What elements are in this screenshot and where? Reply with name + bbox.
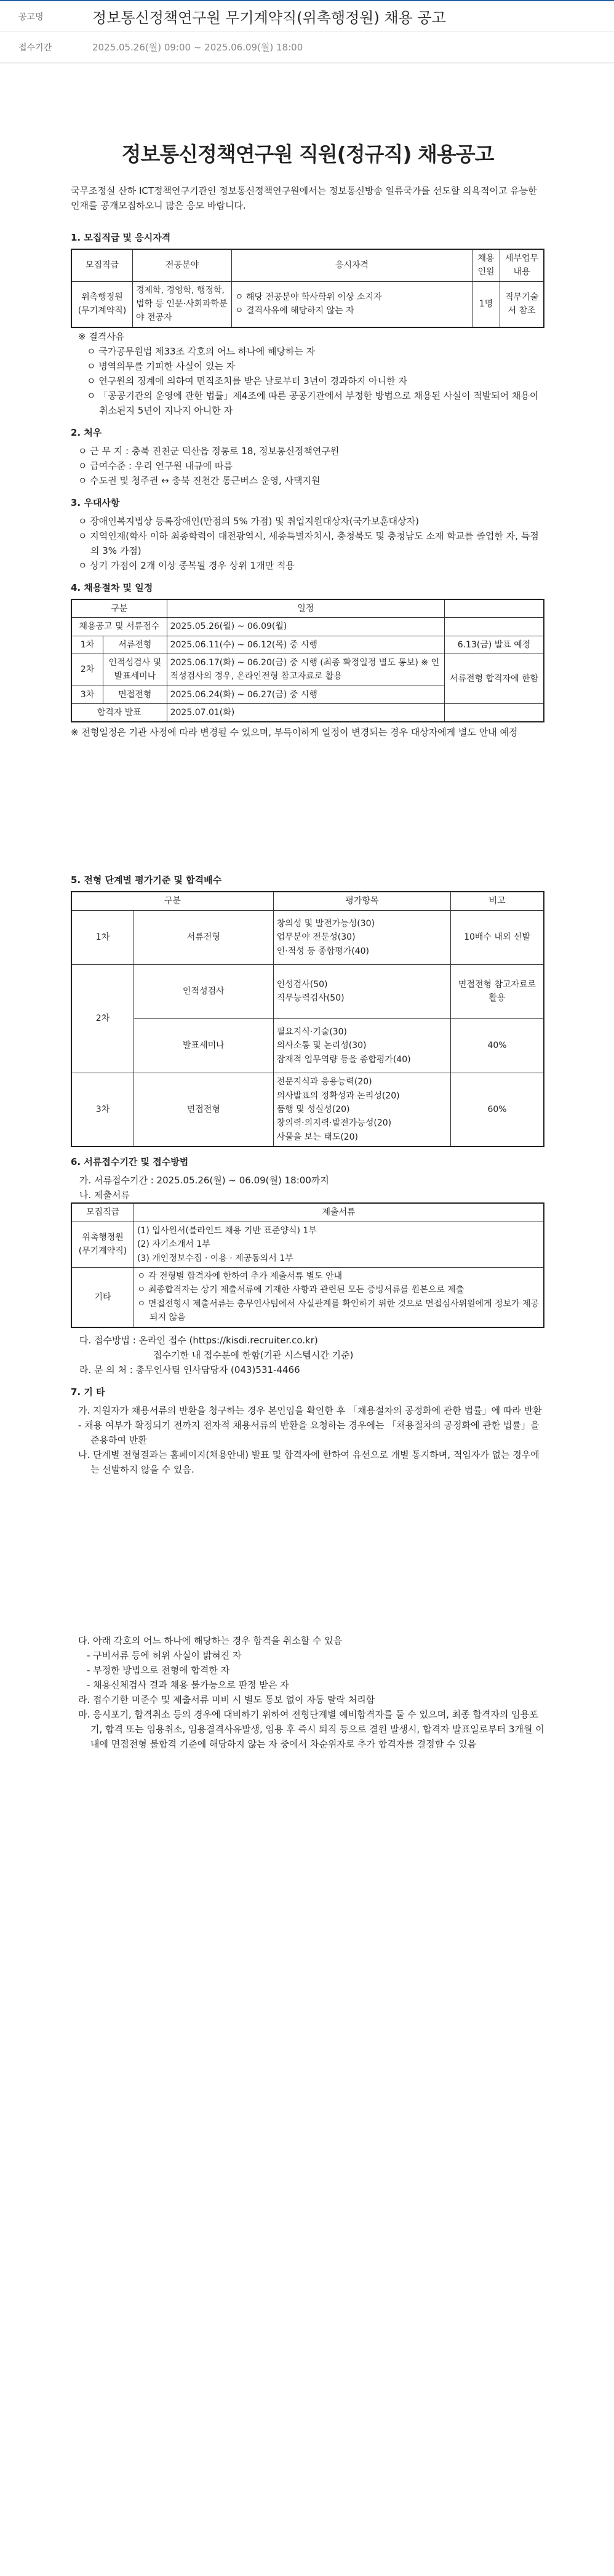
contact-info: 라. 문 의 처 : 총무인사팀 인사담당자 (043)531-4466	[79, 1364, 300, 1375]
schedule-footnote: ※ 전형일정은 기관 사정에 따라 변경될 수 있으며, 부득이하게 일정이 변경되는 경우 대상자에게 별도 안내 예정	[71, 727, 518, 738]
etc-item: - 채용 여부가 확정되기 전까지 전자적 채용서류의 반환을 요청하는 경우에는 「채용절차의 공정화에 관한 법률」을 준용하여 반환	[78, 1419, 540, 1446]
notice-title-row	[0, 1, 614, 32]
disq-item: ㅇ 연구원의 징계에 의하여 면직조치를 받은 날로부터 3년이 경과하지 아니한 자	[87, 375, 407, 386]
major-cell: 경제학, 경영학, 행정학, 법학 등 인문·사회과학분야 전공자	[133, 281, 232, 327]
disqualification-list	[78, 329, 544, 418]
qual-line-1: ㅇ 해당 전공분야 학사학위 이상 소지자	[235, 292, 382, 302]
th-eval-stage: 구분	[71, 892, 273, 910]
schedule-stage: 합격자 발표	[71, 704, 167, 722]
count-cell: 1명	[472, 281, 500, 327]
schedule-date: 2025.07.01(화)	[167, 704, 444, 722]
application-period: 가. 서류접수기간 : 2025.05.26(월) ~ 06.09(월) 18:00까지	[79, 1175, 329, 1186]
doc-item: (1) 입사원서(블라인드 채용 기반 표준양식) 1부	[137, 1225, 317, 1236]
th-doc-list: 제출서류	[134, 1203, 544, 1222]
doc-item: ㅇ 최종합격자는 상기 제출서류에 기재한 사항과 관련된 모든 증빙서류를 원본으로 제출	[137, 1285, 464, 1295]
disq-title: ※ 결격사유	[78, 330, 125, 342]
eval-item: 인·적성 등 종합평가(40)	[276, 946, 369, 956]
eval-note: 면접전형 참고자료로 활용	[451, 964, 544, 1018]
doc-item: (2) 자기소개서 1부	[137, 1239, 210, 1250]
qualification-table	[71, 249, 544, 328]
period-value: 2025.05.26(월) 09:00 ~ 2025.06.09(월) 18:00	[92, 42, 303, 53]
eval-type: 서류전형	[134, 910, 274, 964]
th-stage: 구분	[71, 599, 167, 618]
job-posting-document	[71, 138, 544, 1753]
apply-method: 다. 접수방법 : 온라인 접수 (https://kisdi.recruiter.co.kr)	[79, 1334, 318, 1346]
disq-item: ㅇ 「공공기관의 운영에 관한 법률」제4조에 따른 공공기관에서 부정한 방법으로 채용된 사실이 적발되어 채용이 취소된지 5년이 지나지 아니한 자	[87, 390, 539, 416]
eval-note: 40%	[451, 1018, 544, 1073]
notice-period-row	[0, 32, 614, 63]
doc-list	[134, 1267, 544, 1327]
preference-item: ㅇ 지역인재(학사 이하 최종학력이 대전광역시, 세종특별자치시, 충청북도 및 충청남도 소재 학교를 졸업한 자, 득점의 3% 가점)	[78, 530, 539, 556]
th-grade: 모집직급	[71, 249, 133, 281]
eval-items	[273, 1073, 450, 1146]
etc-item: 라. 접수기한 미준수 및 제출서류 미비 시 별도 통보 없이 자동 탈락 처리함	[78, 1694, 375, 1705]
eval-type: 인적성검사	[134, 964, 274, 1018]
etc-item: 다. 아래 각호의 어느 하나에 해당하는 경우 합격을 취소할 수 있음	[78, 1634, 343, 1646]
qual-line-2: ㅇ 결격사유에 해당하지 않는 자	[235, 306, 354, 316]
section-3-heading: 3. 우대사항	[71, 497, 120, 508]
etc-item: 나. 단계별 전형결과는 홈페이지(채용안내) 발표 및 합격자에 한하여 유선으로 개별 통지하며, 적임자가 없는 경우에는 선발하지 않을 수 있음.	[78, 1449, 540, 1475]
th-duty: 세부업무내용	[500, 249, 544, 281]
th-eval-items: 평가항목	[273, 892, 450, 910]
section-2-heading: 2. 처우	[71, 426, 102, 438]
schedule-date: 2025.05.26(월) ~ 06.09(월)	[167, 618, 444, 636]
eval-stage: 2차	[71, 964, 134, 1073]
section-4-heading: 4. 채용절차 및 일정	[71, 582, 153, 593]
eval-item: 의사발표의 정확성과 논리성(20)	[276, 1090, 400, 1101]
th-doc-grade: 모집직급	[71, 1203, 134, 1222]
section-7-heading: 7. 기 타	[71, 1386, 105, 1398]
eval-items	[273, 1018, 450, 1073]
eval-stage: 3차	[71, 1073, 134, 1146]
disq-item: ㅇ 국가공무원법 제33조 각호의 어느 하나에 해당하는 자	[87, 345, 316, 357]
schedule-stage: 3차	[71, 686, 103, 703]
notice-title: 정보통신정책연구원 무기계약직(위촉행정원) 채용 공고	[92, 9, 446, 26]
etc-item: - 채용신체검사 결과 채용 불가능으로 판정 받은 자	[87, 1679, 289, 1690]
schedule-type: 면접전형	[103, 686, 167, 703]
documents-label: 나. 제출서류	[79, 1190, 130, 1201]
eval-item: 업무분야 전문성(30)	[276, 932, 356, 943]
eval-type: 면접전형	[134, 1073, 274, 1146]
document-title: 정보통신정책연구원 직원(정규직) 채용공고	[121, 142, 494, 166]
schedule-type: 인적성검사 및 발표세미나	[103, 654, 167, 686]
section-5-heading: 5. 전형 단계별 평가기준 및 합격배수	[71, 874, 222, 886]
notice-label: 공고명	[18, 12, 44, 22]
section-1-heading: 1. 모집직급 및 응시자격	[71, 231, 171, 243]
preference-item: ㅇ 상기 가점이 2개 이상 중복될 경우 상위 1개만 적용	[78, 559, 295, 571]
th-major: 전공분야	[133, 249, 232, 281]
duty-cell: 직무기술서 참조	[500, 281, 544, 327]
notice-header	[0, 0, 614, 63]
eval-items	[273, 910, 450, 964]
doc-grade: 위촉행정원 (무기계약직)	[71, 1222, 134, 1267]
schedule-note: 서류전형 합격자에 한함	[445, 654, 544, 703]
eval-item: 창의성 및 발전가능성(30)	[276, 918, 375, 929]
apply-method-note: 접수기한 내 접수분에 한함(기관 시스템시간 기준)	[153, 1349, 354, 1361]
eval-type: 발표세미나	[134, 1018, 274, 1073]
grade-cell: 위촉행정원 (무기계약직)	[71, 281, 133, 327]
eval-item: 사물을 보는 태도(20)	[276, 1132, 358, 1142]
doc-item: (3) 개인정보수집 · 이용 · 제공동의서 1부	[137, 1253, 293, 1263]
eval-item: 직무능력검사(50)	[276, 993, 345, 1004]
evaluation-table	[71, 891, 544, 1147]
doc-item: ㅇ 면접전형시 제출서류는 총무인사팀에서 사실관계를 확인하기 위한 것으로 면접심사위원에게 정보가 제공되지 않음	[137, 1298, 540, 1323]
doc-grade: 기타	[71, 1267, 134, 1327]
eval-item: 필요지식·기술(30)	[276, 1026, 348, 1037]
eval-item: 잠재적 업무역량 등을 종합평가(40)	[276, 1054, 411, 1065]
schedule-date: 2025.06.17(화) ~ 06.20(금) 중 시행 (최종 확정일정 별도 통보) ※ 인적성검사의 경우, 온라인전형 참고자료로 활용	[167, 654, 444, 686]
qual-cell	[232, 281, 472, 327]
schedule-date: 2025.06.24(화) ~ 06.27(금) 중 시행	[167, 686, 444, 703]
etc-item: - 구비서류 등에 허위 사실이 밝혀진 자	[87, 1649, 242, 1661]
eval-note: 10배수 내외 선발	[451, 910, 544, 964]
eval-item: 품행 및 성실성(20)	[276, 1104, 350, 1114]
eval-item: 전문지식과 응용능력(20)	[276, 1077, 372, 1087]
schedule-type: 서류전형	[103, 636, 167, 654]
etc-item: 가. 지원자가 채용서류의 반환을 청구하는 경우 본인임을 확인한 후 「채용절차의 공정화에 관한 법률」에 따라 반환	[78, 1404, 542, 1416]
documents-table	[71, 1202, 544, 1327]
doc-item: ㅇ 각 전형별 합격자에 한하여 추가 제출서류 별도 안내	[137, 1271, 343, 1281]
preference-item: ㅇ 장애인복지법상 등록장애인(만점의 5% 가점) 및 취업지원대상자(국가보훈대상자)	[78, 515, 419, 527]
benefit-item: ㅇ 근 무 지 : 충북 진천군 덕산읍 정통로 18, 정보통신정책연구원	[78, 445, 340, 457]
etc-item: 마. 응시포기, 합격취소 등의 경우에 대비하기 위하여 전형단계별 예비합격자를 둘 수 있으며, 최종 합격자의 임용포기, 합격 또는 임용취소, 임용결격사유발생, 임용 후 즉시 퇴직 등으로 결원 발생시, 합격자 발표일로부터 3개월 이내에 면접전형 불합격 기준에 해당하지 않는 자 중에서 차순위자로 추가 합격자를 결정할 수 있음	[78, 1708, 544, 1750]
disq-item: ㅇ 병역의무를 기피한 사실이 있는 자	[87, 360, 236, 372]
schedule-stage: 채용공고 및 서류접수	[71, 618, 167, 636]
eval-note: 60%	[451, 1073, 544, 1146]
th-count: 채용인원	[472, 249, 500, 281]
eval-stage: 1차	[71, 910, 134, 964]
eval-items	[273, 964, 450, 1018]
schedule-stage: 1차	[71, 636, 103, 654]
eval-item: 인성검사(50)	[276, 979, 328, 990]
eval-item: 의사소통 및 논리성(30)	[276, 1041, 367, 1051]
period-label: 접수기간	[18, 42, 52, 53]
doc-list	[134, 1222, 544, 1267]
th-eval-note: 비고	[451, 892, 544, 910]
schedule-note: 6.13(금) 발표 예정	[445, 636, 544, 654]
intro-paragraph: 국무조정실 산하 ICT정책연구기관인 정보통신정책연구원에서는 정보통신방송 일류국가를 선도할 의욕적이고 유능한 인재를 공개모집하오니 많은 응모 바랍니다.	[71, 185, 537, 211]
th-schedule: 일정	[167, 599, 444, 618]
benefit-item: ㅇ 급여수준 : 우리 연구원 내규에 따름	[78, 460, 233, 471]
th-qual: 응시자격	[232, 249, 472, 281]
etc-item: - 부정한 방법으로 전형에 합격한 자	[87, 1664, 230, 1676]
section-6-heading: 6. 서류접수기간 및 접수방법	[71, 1156, 189, 1168]
schedule-stage: 2차	[71, 654, 103, 686]
benefit-item: ㅇ 수도권 및 청주권 ↔ 충북 진천간 통근버스 운영, 사택지원	[78, 474, 321, 486]
eval-item: 창의력·의지력·발전가능성(20)	[276, 1118, 392, 1129]
schedule-date: 2025.06.11(수) ~ 06.12(목) 중 시행	[167, 636, 444, 654]
schedule-table	[71, 599, 544, 723]
